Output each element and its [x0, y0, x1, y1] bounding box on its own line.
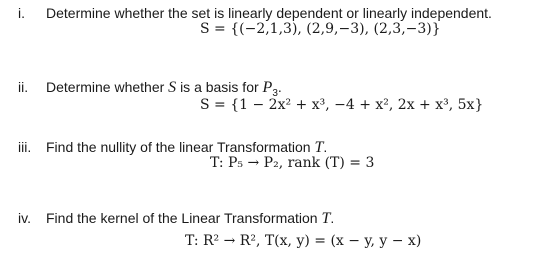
question-4-prompt: Find the kernel of the Linear Transformation — [46, 210, 318, 226]
question-1-equation: S = {(−2,1,3), (2,9,−3), (2,3,−3)} — [200, 21, 441, 37]
question-3-transform-symbol: T — [314, 139, 324, 156]
question-2-text — [18, 79, 282, 99]
question-4-numeral: iv. — [18, 210, 31, 226]
question-4-prompt-end: . — [330, 210, 335, 226]
question-3-numeral: iii. — [18, 139, 32, 155]
question-4-text — [18, 210, 334, 227]
question-2-space-symbol: P — [262, 79, 273, 96]
question-2-equation: S = {1 − 2x² + x³, −4 + x², 2x + x³, 5x} — [200, 97, 484, 113]
question-4-transform-symbol: T — [321, 210, 331, 227]
question-2-prompt-mid: is a basis for — [180, 79, 259, 95]
question-3-prompt: Find the nullity of the linear Transformation — [46, 139, 311, 155]
question-1-prompt: Determine whether the set is linearly dependent or linearly independent. — [46, 5, 492, 21]
question-4-equation: T: R² → R², T(x, y) = (x − y, y − x) — [185, 233, 422, 249]
question-3-prompt-end: . — [323, 139, 328, 155]
question-2-numeral: ii. — [18, 79, 29, 95]
question-2-space-subscript: 3 — [272, 87, 278, 99]
question-1-numeral: i. — [18, 5, 25, 21]
question-2-set-symbol: S — [168, 79, 177, 96]
question-2-prompt-end: . — [277, 79, 282, 95]
question-2-prompt-start: Determine whether — [46, 79, 165, 95]
question-3-equation: T: P₅ → P₂, rank (T) = 3 — [210, 155, 375, 171]
